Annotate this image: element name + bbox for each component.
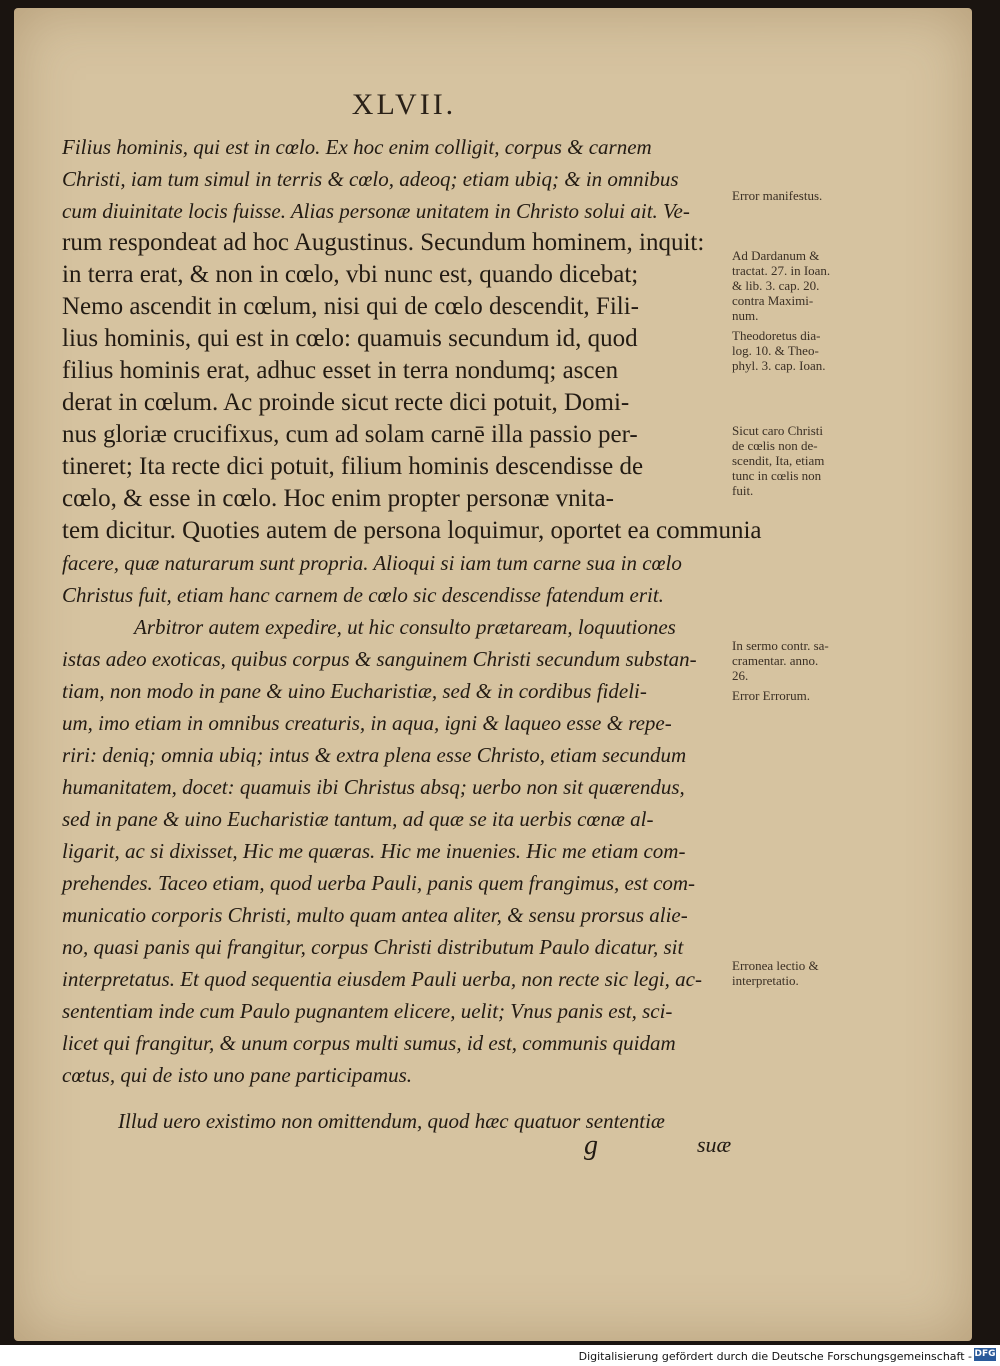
margin-note: 26. [732,668,749,683]
text-line: interpretatus. Et quod sequentia eiusdem Pauli uerba, non recte sic legi, ac- [62,967,702,991]
text-line: municatio corporis Christi, multo quam antea aliter, & sensu prorsus alie- [62,903,688,927]
text-line: tem dicitur. Quoties autem de persona loquimur, oportet ea communia [62,517,762,544]
text-line: filius hominis erat, adhuc esset in terra nondumq; ascen [62,357,619,384]
text-line: no, quasi panis qui frangitur, corpus Christi distributum Paulo dicatur, sit [62,935,684,959]
signature-mark: g [584,1130,598,1161]
text-line: Christus fuit, etiam hanc carnem de cœlo sic descendisse fatendum erit. [62,583,664,607]
text-line: facere, quæ naturarum sunt propria. Alioqui si iam tum carne sua in cœlo [62,551,682,575]
text-line: licet qui frangitur, & unum corpus multi sumus, id est, communis quidam [62,1031,676,1055]
text-line: Illud uero existimo non omittendum, quod hæc quatuor sententiæ [118,1109,665,1133]
text-line: sed in pane & uino Eucharistiæ tantum, ad quæ se ita uerbis cœnæ al- [62,807,654,831]
margin-note: cramentar. anno. [732,653,819,668]
margin-note: tractat. 27. in Ioan. [732,263,831,278]
margin-note: de cœlis non de- [732,438,818,453]
margin-note: interpretatio. [732,973,799,988]
margin-note: Ad Dardanum & [732,248,820,263]
margin-note: phyl. 3. cap. Ioan. [732,358,826,373]
text-line: in terra erat, & non in cœlo, vbi nunc est, quando dicebat; [62,261,639,288]
text-line: cœlo, & esse in cœlo. Hoc enim propter personæ vnita- [62,485,614,512]
text-line: rum respondeat ad hoc Augustinus. Secundum hominem, inquit: [62,229,705,256]
margin-note: contra Maximi- [732,293,814,308]
margin-note: In sermo contr. sa- [732,638,829,653]
margin-note: & lib. 3. cap. 20. [732,278,820,293]
margin-note: Error manifestus. [732,188,823,203]
text-line: Nemo ascendit in cœlum, nisi qui de cœlo descendit, Fili- [62,293,639,320]
text-line: cum diuinitate locis fuisse. Alias personæ unitatem in Christo solui ait. Ve- [62,199,690,223]
text-line: lius hominis, qui est in cœlo: quamuis secundum id, quod [62,325,638,352]
text-line: sententiam inde cum Paulo pugnantem elicere, uelit; Vnus panis est, sci- [62,999,673,1023]
margin-note: Theodoretus dia- [732,328,821,343]
text-line: ligarit, ac si dixisset, Hic me quæras. Hic me inuenies. Hic me etiam com- [62,839,686,863]
folio-number: XLVII. [351,88,457,121]
text-line: nus gloriæ crucifixus, cum ad solam carnē illa passio per- [62,421,638,448]
text-line: tineret; Ita recte dici potuit, filium hominis descendisse de [62,453,644,480]
margin-note: Erronea lectio & [732,958,819,973]
text-line: tiam, non modo in pane & uino Eucharistiæ, sed & in cordibus fideli- [62,679,647,703]
margin-note: log. 10. & Theo- [732,343,819,358]
margin-note: Error Errorum. [732,688,810,703]
catchword: suæ [697,1132,732,1157]
dfg-logo: DFG [974,1349,996,1359]
book-page [14,8,972,1341]
funding-notice: Digitalisierung gefördert durch die Deutsche Forschungsgemeinschaft - [578,1350,972,1363]
text-line: istas adeo exoticas, quibus corpus & sanguinem Christi secundum substan- [62,647,697,671]
margin-note: fuit. [732,483,754,498]
text-line: Filius hominis, qui est in cœlo. Ex hoc enim colligit, corpus & carnem [62,135,652,159]
margin-note: scendit, Ita, etiam [732,453,825,468]
text-line: Arbitror autem expedire, ut hic consulto prætaream, loquutiones [134,615,676,639]
text-line: prehendes. Taceo etiam, quod uerba Pauli, panis quem frangimus, est com- [62,871,696,895]
text-line: riri: deniq; omnia ubiq; intus & extra plena esse Christo, etiam secundum [62,743,687,767]
text-line: um, imo etiam in omnibus creaturis, in aqua, igni & laqueo esse & repe- [62,711,672,735]
margin-note: tunc in cœlis non [732,468,822,483]
margin-note: num. [732,308,759,323]
text-line: derat in cœlum. Ac proinde sicut recte dici potuit, Domi- [62,389,630,416]
text-line: humanitatem, docet: quamuis ibi Christus absq; uerbo non sit quærendus, [62,775,685,799]
text-line: cœtus, qui de isto uno pane participamus. [62,1063,412,1087]
margin-note: Sicut caro Christi [732,423,823,438]
text-line: Christi, iam tum simul in terris & cœlo, adeoq; etiam ubiq; & in omnibus [62,167,679,191]
